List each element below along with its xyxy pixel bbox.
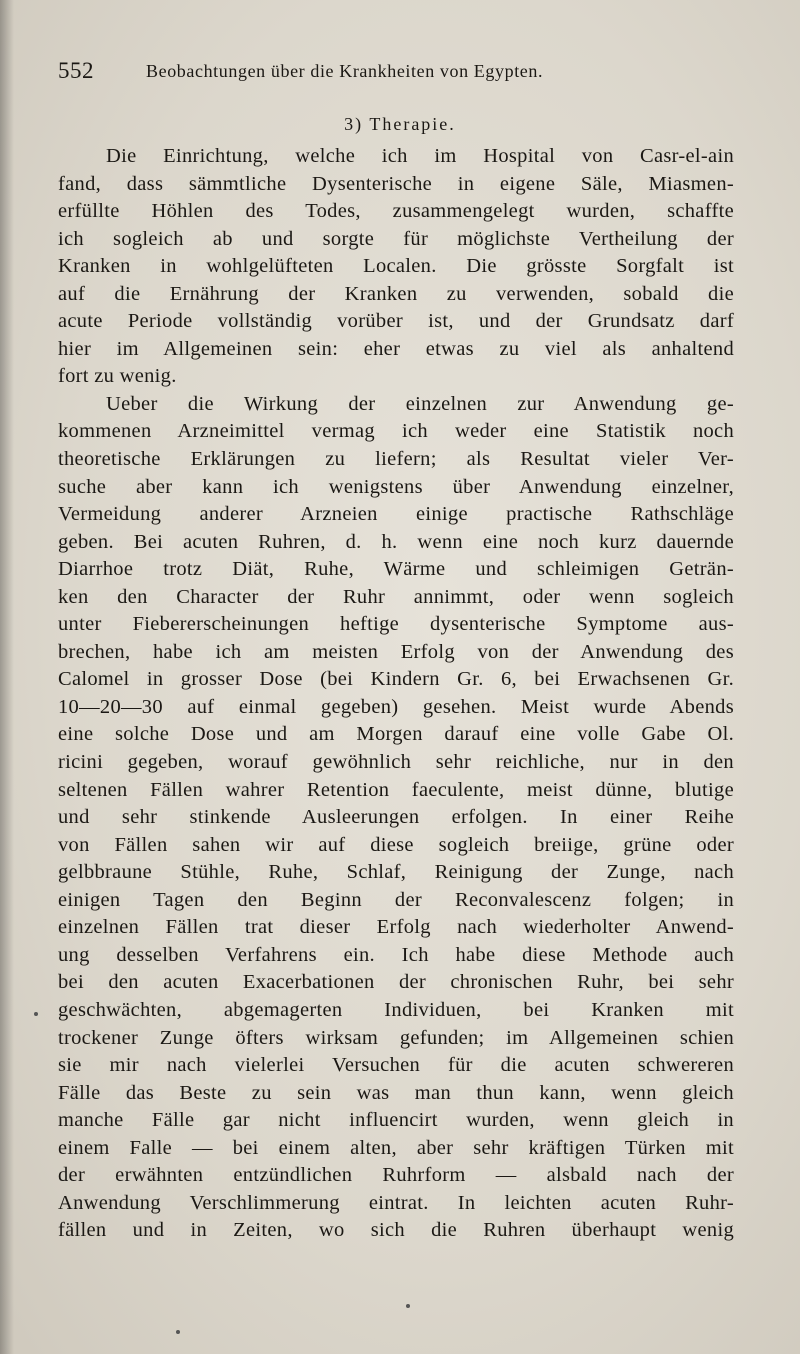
text-line: Die Einrichtung, welche ich im Hospital von Casr-el-ain <box>106 145 734 167</box>
text-line: hier im Allgemeinen sein: eher etwas zu viel als anhaltend <box>58 337 734 360</box>
text-line: fällen und in Zeiten, wo sich die Ruhren überhaupt wenig <box>58 1219 734 1242</box>
text-line: Calomel in grosser Dose (bei Kindern Gr. 6, bei Erwachsenen Gr. <box>58 668 734 691</box>
text-line: einzelnen Fällen trat dieser Erfolg nach wiederholter Anwend- <box>58 916 734 939</box>
text-line: fort zu wenig. <box>58 365 177 388</box>
text-line: und sehr stinkende Ausleerungen erfolgen. In einer Reihe <box>58 806 734 829</box>
text-line: der erwähnten entzündlichen Ruhrform — alsbald nach der <box>58 1164 734 1187</box>
body-text <box>58 143 734 1245</box>
text-line: gelbbraune Stühle, Ruhe, Schlaf, Reinigung der Zunge, nach <box>58 861 734 884</box>
text-line: theoretische Erklärungen zu liefern; als Resultat vieler Ver- <box>58 448 734 471</box>
ink-speck <box>34 1012 38 1016</box>
text-line: ung desselben Verfahrens ein. Ich habe diese Methode auch <box>58 943 734 966</box>
text-line: geben. Bei acuten Ruhren, d. h. wenn eine noch kurz dauernde <box>58 530 734 553</box>
text-line: acute Periode vollständig vorüber ist, und der Grundsatz darf <box>58 310 734 333</box>
text-line: eine solche Dose und am Morgen darauf eine volle Gabe Ol. <box>58 723 734 746</box>
text-line: suche aber kann ich wenigstens über Anwendung einzelner, <box>58 475 734 498</box>
text-line: fand, dass sämmtliche Dysenterische in eigene Säle, Miasmen- <box>58 172 734 195</box>
section-heading: 3) Therapie. <box>344 114 456 134</box>
page-number: 552 <box>58 58 94 83</box>
text-line: manche Fälle gar nicht influencirt wurden, wenn gleich in <box>58 1109 734 1132</box>
page-header <box>58 58 748 88</box>
text-line: geschwächten, abgemagerten Individuen, bei Kranken mit <box>58 998 734 1021</box>
text-line: ricini gegeben, worauf gewöhnlich sehr reichliche, nur in den <box>58 751 734 774</box>
text-line: sie mir nach vielerlei Versuchen für die acuten schwereren <box>58 1054 734 1077</box>
text-line: Ueber die Wirkung der einzelnen zur Anwendung ge- <box>106 392 734 415</box>
text-line: Diarrhoe trotz Diät, Ruhe, Wärme und schleimigen Geträn- <box>58 558 734 581</box>
text-line: Anwendung Verschlimmerung eintrat. In leichten acuten Ruhr- <box>58 1191 734 1214</box>
text-line: ich sogleich ab und sorgte für möglichste Vertheilung der <box>58 227 734 250</box>
text-line: kommenen Arzneimittel vermag ich weder eine Statistik noch <box>58 420 734 443</box>
text-line: erfüllte Höhlen des Todes, zusammengelegt wurden, schaffte <box>58 200 734 223</box>
text-line: Fälle das Beste zu sein was man thun kann, wenn gleich <box>58 1081 734 1104</box>
text-line: Vermeidung anderer Arzneien einige practische Rathschläge <box>58 503 734 526</box>
text-line: einigen Tagen den Beginn der Reconvalescenz folgen; in <box>58 888 734 911</box>
text-line: bei den acuten Exacerbationen der chronischen Ruhr, bei sehr <box>58 971 734 994</box>
text-line: trockener Zunge öfters wirksam gefunden; im Allgemeinen schien <box>58 1026 734 1049</box>
running-head: Beobachtungen über die Krankheiten von Egypten. <box>146 61 544 81</box>
text-line: von Fällen sahen wir auf diese sogleich breiige, grüne oder <box>58 833 734 856</box>
text-line: 10—20—30 auf einmal gegeben) gesehen. Meist wurde Abends <box>58 695 734 718</box>
ink-speck <box>406 1304 410 1308</box>
text-line: einem Falle — bei einem alten, aber sehr kräftigen Türken mit <box>58 1136 734 1159</box>
ink-speck <box>176 1330 180 1334</box>
text-line: seltenen Fällen wahrer Retention faeculente, meist dünne, blutige <box>58 778 734 801</box>
page-edge-shadow <box>0 0 14 1354</box>
text-line: auf die Ernährung der Kranken zu verwenden, sobald die <box>58 282 734 305</box>
text-line: ken den Character der Ruhr annimmt, oder wenn sogleich <box>58 585 734 608</box>
text-line: Kranken in wohlgelüfteten Localen. Die grösste Sorgfalt ist <box>58 255 734 278</box>
text-line: unter Fiebererscheinungen heftige dysenterische Symptome aus- <box>58 613 734 636</box>
text-line: brechen, habe ich am meisten Erfolg von der Anwendung des <box>58 640 734 663</box>
